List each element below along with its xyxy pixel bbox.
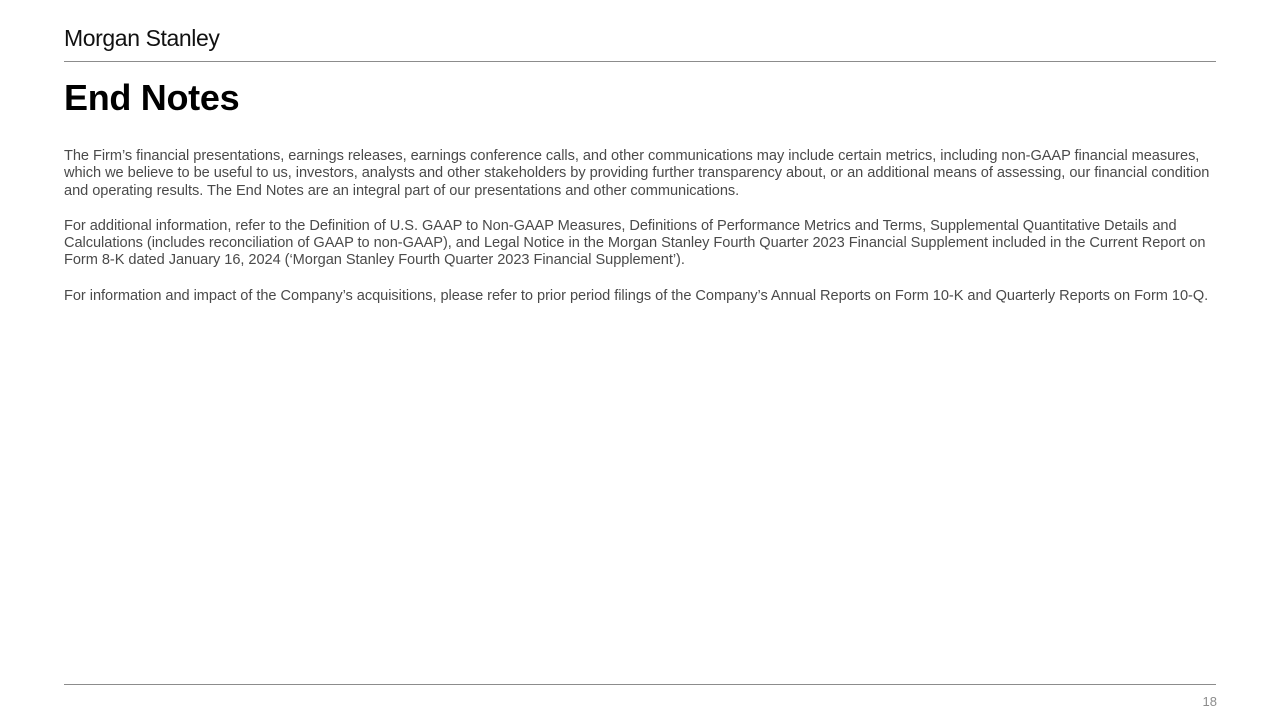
paragraph-additional-information: For additional information, refer to the Definition of U.S. GAAP to Non-GAAP Measures, Definitions of Performance Metrics and Terms, Supplemental Quantitative Details and Calculations (includes reconciliation of GAAP to non-GAAP), and Legal Notice in the Morgan Stanley Fourth Quarter 2023 Financial Supplement included in the Current Report on Form 8-K dated January 16, 2024 (‘Morgan Stanley Fourth Quarter 2023 Financial Supplement’). [64,217,1206,269]
end-notes-body [64,148,1216,323]
footer-divider [64,684,1216,685]
page-number: 18 [1202,694,1217,709]
morgan-stanley-logo: Morgan Stanley [64,25,220,51]
header-divider [64,61,1216,62]
page-title: End Notes [64,77,240,118]
paragraph-non-gaap-metrics: The Firm’s financial presentations, earnings releases, earnings conference calls, and other communications may include certain metrics, including non-GAAP financial measures, which we believe to be useful to us, investors, analysts and other stakeholders by providing further transparency about, or an additional means of assessing, our financial condition and operating results. The End Notes are an integral part of our presentations and other communications. [64,148,1210,199]
paragraph-acquisitions: For information and impact of the Company’s acquisitions, please refer to prior period filings of the Company’s Annual Reports on Form 10-K and Quarterly Reports on Form 10-Q. [64,287,1209,304]
